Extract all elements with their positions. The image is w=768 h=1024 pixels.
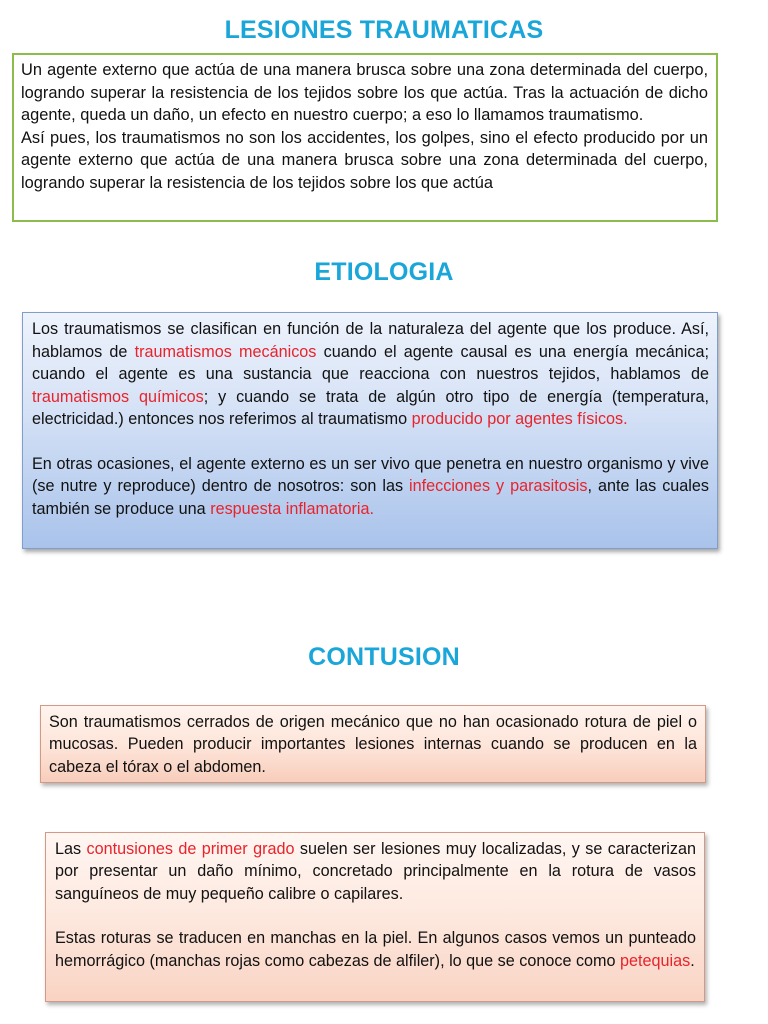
- heading-etiologia: ETIOLOGIA: [314, 258, 454, 286]
- highlight-traumatismos-quimicos: traumatismos químicos: [32, 387, 204, 406]
- contusion-definition-box: [40, 705, 706, 783]
- lesiones-definition-box: [12, 53, 718, 222]
- highlight-infecciones-parasitosis: infecciones y parasitosis: [409, 477, 588, 495]
- etiologia-text: .: [623, 410, 628, 428]
- highlight-respuesta-inflamatoria: respuesta inflamatoria: [210, 499, 370, 518]
- contusion-paragraph: Son traumatismos cerrados de origen mecánico que no han ocasionado rotura de piel o mucosas. Pueden producir importantes lesiones internas cuando se producen en la cabeza el tórax o el abdomen.: [49, 713, 697, 776]
- contusion-text: suelen ser lesiones muy localizadas, y se caracterizan por presentar un daño mínimo, concretado principalmente en la rotura de vasos sanguíneos de muy pequeño calibre o capilares.: [55, 840, 696, 903]
- etiologia-text: cuando el agente causal es una energía mecánica; cuando el agente es una sustancia que reacciona con nuestros tejidos, hablamos de: [32, 342, 709, 383]
- etiologia-paragraph-1: [32, 318, 709, 431]
- etiologia-box: [22, 312, 718, 549]
- petequias-paragraph: [55, 927, 696, 972]
- etiologia-text: En otras ocasiones, el agente externo es un ser vivo que penetra en nuestro organismo y vive (se nutre y reproduce) dentro de nosotros: son las: [32, 454, 709, 495]
- highlight-traumatismos-mecanicos: traumatismos mecánicos: [134, 342, 317, 361]
- contusion-primer-grado-paragraph: [55, 838, 696, 905]
- etiologia-text: ; y cuando se trata de algún otro tipo de energía (temperatura, electricidad.) entonces nos referimos al traumatismo: [32, 387, 709, 428]
- highlight-petequias: petequias: [620, 951, 691, 970]
- heading-lesiones-traumaticas: LESIONES TRAUMATICAS: [224, 16, 544, 44]
- heading-contusion: CONTUSION: [308, 643, 460, 671]
- contusion-text: Las: [55, 840, 87, 858]
- lesiones-paragraph-2: Así pues, los traumatismos no son los accidentes, los golpes, sino el efecto producido por un agente externo que actúa de una manera brusca sobre una zona determinada del cuerpo, logrando superar la resistencia de los tejidos sobre los que actúa: [21, 128, 708, 192]
- etiologia-text: .: [369, 499, 374, 518]
- etiologia-paragraph-2: [32, 453, 709, 521]
- contusion-primer-grado-box: [45, 832, 705, 1002]
- highlight-agentes-fisicos: producido por agentes físicos: [411, 410, 624, 428]
- etiologia-text: Los traumatismos se clasifican en función de la naturaleza del agente que los produce. Así, hablamos de: [32, 320, 709, 361]
- contusion-text: .: [690, 951, 695, 970]
- highlight-contusiones-primer-grado: contusiones de primer grado: [86, 840, 295, 858]
- contusion-text: Estas roturas se traducen en manchas en la piel. En algunos casos vemos un punteado hemorrágico (manchas rojas como cabezas de alfiler), lo que se conoce como: [55, 929, 696, 970]
- lesiones-paragraph-1: Un agente externo que actúa de una manera brusca sobre una zona determinada del cuerpo, logrando superar la resistencia de los tejidos sobre los que actúa. Tras la actuación de dicho agente, queda un daño, un efecto en nuestro cuerpo; a eso lo llamamos traumatismo.: [21, 61, 708, 125]
- etiologia-text: , ante las cuales también se produce una: [32, 477, 709, 518]
